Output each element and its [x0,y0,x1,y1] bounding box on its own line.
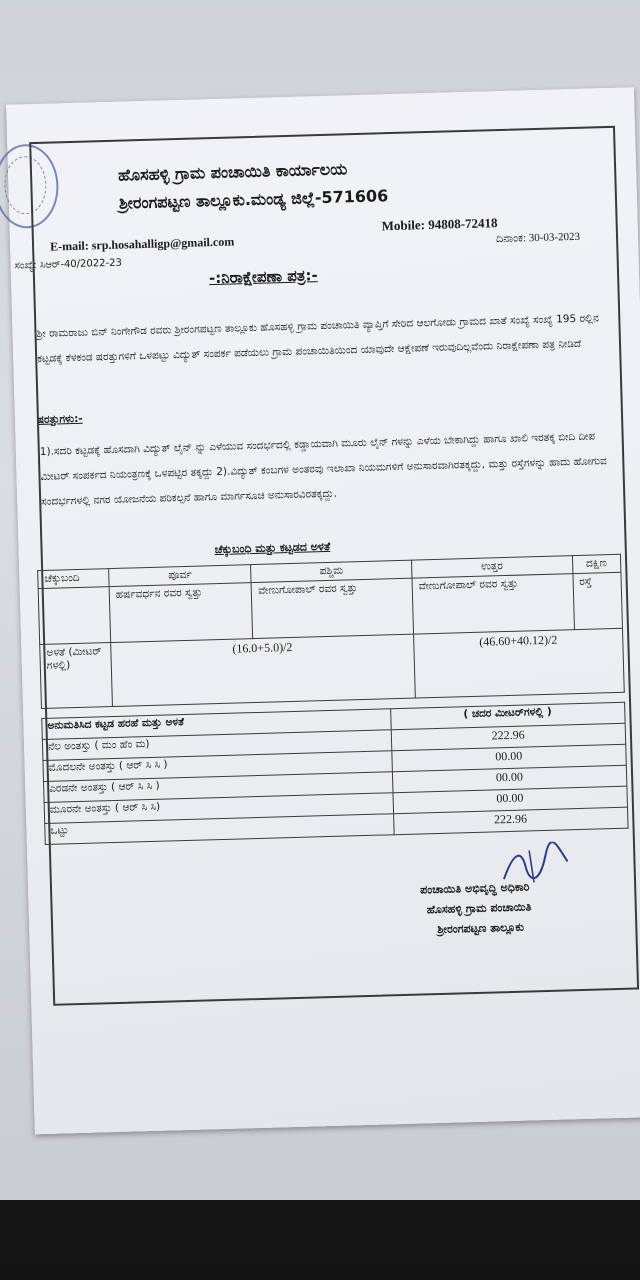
document-page [6,87,640,1134]
area-row-value: 00.00 [391,744,626,772]
owner-east: ಹರ್ಷವರ್ಧನ ರವರ ಸ್ವತ್ತು [109,583,253,643]
owner-west: ವೇಣುಗೋಪಾಲ್ ರವರ ಸ್ವತ್ತು [251,578,413,638]
direction-east: ಪೂರ್ವ [109,565,252,587]
signatory-office: ಹೊಸಹಳ್ಳಿ ಗ್ರಾಮ ಪಂಚಾಯಿತಿ [426,900,532,917]
area-unit-heading: ( ಚದರ ಮೀಟರ್‌ಗಳಲ್ಲಿ ) [390,702,625,730]
office-email: E-mail: srp.hosahalligp@gmail.com [49,234,235,254]
letter-date: ದಿನಾಂಕ: 30-03-2023 [495,230,581,246]
area-row-label: ಎರಡನೇ ಅಂತಸ್ತು ( ಆರ್ ಸಿ ಸಿ ) [44,772,393,803]
area-total-label: ಒಟ್ಟು [45,814,394,845]
office-name: ಹೊಸಹಳ್ಳಿ ಗ್ರಾಮ ಪಂಚಾಯಿತಿ ಕಾರ್ಯಾಲಯ [117,159,348,185]
document-title: -:ನಿರಾಕ್ಷೇಪಣಾ ಪತ್ರ:- [208,266,318,288]
office-address: ಶ್ರೀರಂಗಪಟ್ಟಣ ತಾಲ್ಲೂಕು.ಮಂಡ್ಯ ಜಿಲ್ಲೆ-571606 [118,186,389,213]
area-heading: ಅನುಮತಿಸಿದ ಕಟ್ಟಡ ಹರಹೆ ಮತ್ತು ಅಳತೆ [42,709,391,740]
direction-south: ದಕ್ಷಿಣ [572,554,621,573]
office-mobile: Mobile: 94808-72418 [381,215,498,234]
direction-north: ಉತ್ತರ [411,556,572,578]
area-row-value: 00.00 [392,786,627,814]
reference-number: ಸಂಖ್ಯೆ: ಸಿಆರ್-40/2022-23 [14,257,123,272]
area-row-label: ಮೂರನೇ ಅಂತಸ್ತು ( ಆರ್ ಸಿ ಸಿ) [44,793,393,824]
area-row-value: 00.00 [392,765,627,793]
area-row-value: 222.96 [391,723,626,751]
boundary-table-title: ಚೆಕ್ಕುಬಂಧಿ ಮತ್ತು ಕಟ್ಟಡದ ಅಳತೆ [214,539,331,557]
measure-north-south: (46.60+40.12)/2 [414,628,625,698]
area-total-value: 222.96 [393,807,628,835]
measure-east-west: (16.0+5.0)/2 [111,634,416,706]
area-row-label: ನೆಲ ಅಂತಸ್ತು ( ಮಂ ಹೆಂ ಮ) [42,730,391,761]
measure-label: ಅಳತೆ (ಮೀಟರ್ ಗಳಲ್ಲಿ) [40,643,113,709]
signatory-title: ಪಂಚಾಯಿತಿ ಅಭಿವೃದ್ಧಿ ಅಧಿಕಾರಿ [420,880,530,897]
conditions-heading: ಷರತ್ತುಗಳು:- [36,412,83,427]
boundary-label: ಚೆಕ್ಕುಬಂದಿ [38,569,109,589]
owner-north: ವೇಣುಗೋಪಾಲ್ ರವರ ಸ್ವತ್ತು [412,574,574,634]
owner-south: ರಸ್ತೆ [573,572,623,629]
conditions-text: 1).ಸದರಿ ಕಟ್ಟಡಕ್ಕೆ ಹೊಸದಾಗಿ ವಿದ್ಯುತ್ ಲೈನ್ ನ್ನು ಎಳೆಯುವ ಸಂದರ್ಭದಲ್ಲಿ ಕಡ್ಡಾಯವಾಗಿ ಮೂರು ಲೈನ್ ಗಳನ್ನು ಎಳೆಯ ಬೇಕಾಗಿದ್ದು ಹಾಗೂ ಖಾಲಿ ಇರತಕ್ಕ ಬೀದಿ ದೀಪ ಮೀಟರ್ ಸಂಪರ್ಕದ ನಿಯಂತ್ರಣಕ್ಕೆ ಒಳಪಟ್ಟಿರ ತಕ್ಕದ್ದು 2).ವಿದ್ಯುತ್ ಕಂಬಗಳ ಅಂತರವು ಇಲಾಖಾ ನಿಯಮಗಳಿಗೆ ಅನುಸಾರವಾಗಿರತಕ್ಕದ್ದು, ಮತ್ತು ರಸ್ತೆಗಳನ್ನು ಹಾದು ಹೋಗುವ ಸಂದರ್ಭಗಳಲ್ಲಿ ನಗರ ಯೋಜನೆಯ ಪರಿಕಲ್ಪನೆ ಹಾಗೂ ಮಾರ್ಗಸೂಚಿ ಅನುಸಾರವಿರತಕ್ಕದ್ದು. [39,430,608,508]
area-row-label: ಮೊದಲನೇ ಅಂತಸ್ತು ( ಆರ್ ಸಿ ಸಿ ) [43,751,392,782]
document-border [29,126,639,1006]
signatory-taluk: ಶ್ರೀರಂಗಪಟ್ಟಣ ತಾಲ್ಲೂಕು [437,920,525,937]
direction-west: ಪಶ್ಚಿಮ [251,560,412,582]
noc-statement: ಶ್ರೀ ರಾಮರಾಜು ಬಿನ್ ನಿಂಗೇಗೌಡ ರವರು ಶ್ರೀರಂಗಪಟ್ಟಣ ತಾಲ್ಲೂಕು ಹೊಸಹಳ್ಳಿ ಗ್ರಾಮ ಪಂಚಾಯಿತಿ ವ್ಯಾಪ್ತಿಗೆ ಸೇರಿದ ಆಲಗೋಡು ಗ್ರಾಮದ ಖಾತೆ ಸಂಖ್ಯೆ ಸಂಖ್ಯೆ 195 ರಲ್ಲಿನ ಕಟ್ಟಡಕ್ಕೆ ಕೆಳಕಂಡ ಷರತ್ತುಗಳಿಗೆ ಒಳಪಟ್ಟು ವಿದ್ಯುತ್ ಸಂಪರ್ಕ ಪಡೆಯಲು ಗ್ರಾಮ ಪಂಚಾಯಿತಿಯಿಂದ ಯಾವುದೇ ಆಕ್ಷೇಪಣೆ ಇರುವುದಿಲ್ಲವೆಂದು ನಿರಾಕ್ಷೇಪಣಾ ಪತ್ರ ನೀಡಿದೆ [36,312,600,365]
